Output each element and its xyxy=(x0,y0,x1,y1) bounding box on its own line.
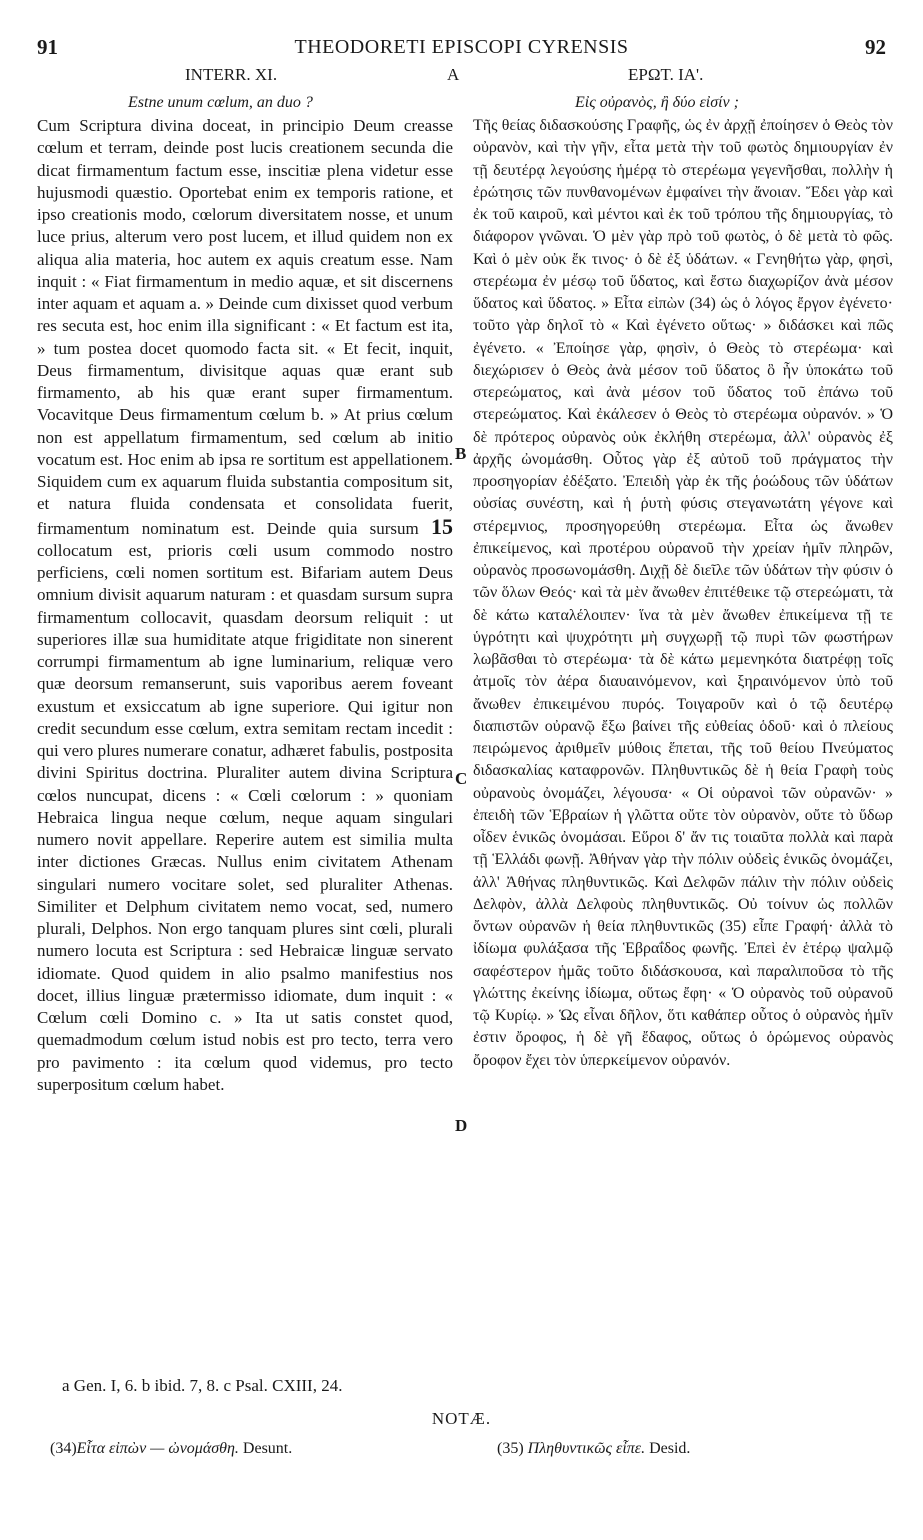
note-35-number: (35) xyxy=(497,1440,528,1457)
latin-text-part2: collocatum est, prioris cœli usum commodo nostro perficiens, cœli nomen sortitum est. Bifariam autem Deus omnium divisit aquarum naturam : et quasdam sursum supra firmamentum collocavit, quasdam deorsum reliquit : ut superiores illæ sua humiditate atque frigiditate non sinerent corrumpi firmamentum ab igne luminarium, reliquæ vero quæ deorsum remanserunt, suis vaporibus aerem foveant exustum et exsiccatum ab igne superiore. Qui igitur non credit secundum esse cœlum, extra semitam rectam incedit : qui vero plures numerare conatur, adhæret fabulis, postposita divini Spiritus doctrina. Pluraliter autem divina Scriptura cœlos nuncupat, dicens : « Cœli cœlorum : » quoniam Hebraica lingua neque cœlum, neque aquam singulari numero novit appellare. Reperire autem est similia multa inter dictiones Græcas. Nullus enim civitatem Athenam singulari numero vocitare solet, sed pluraliter Athenas. Similiter et Delphum civitatem nemo vocat, sed, numero plurali, Delphos. Non ergo tanquam plures sint cœli, plurali numero locuta est Scriptura : sed Hebraicæ linguæ servato idiomate. Quod quidem in alio psalmo manifestius nos docet, illius linguæ prætermisso idiomate, dum inquit : « Cœlum cœli Domino c. » Ita ut satis constet quod, quemadmodum cœlum istud nobis est pro tecto, terra vero pro pavimento : ita cœlum quod videmus, pro tecto superpositum cœlum habet. xyxy=(37,540,453,1094)
note-34-quote: Εἶτα εἰπὼν — ὠνομάσθη. xyxy=(76,1440,239,1457)
notes-heading: NOTÆ. xyxy=(431,1409,492,1428)
page-marker: 15 xyxy=(431,513,454,539)
page-number-left: 91 xyxy=(37,35,58,59)
greek-question-number: ΕΡΩΤ. ΙΑ'. xyxy=(628,65,704,84)
latin-column xyxy=(37,115,453,1096)
note-34-comment: Desunt. xyxy=(238,1440,293,1457)
margin-marker-c: C xyxy=(455,769,468,788)
latin-paragraph xyxy=(37,115,453,1096)
footnotes: a Gen. I, 6. b ibid. 7, 8. c Psal. CXIII, 24. xyxy=(62,1376,343,1395)
note-35-quote: Πληθυντικῶς εἶπε. xyxy=(527,1440,646,1457)
latin-text-part1: Cum Scriptura divina doceat, in principio Deum creasse cœlum et terram, deinde post lucis creationem secunda die dicat firmamentum factum esse, inscitiæ plena videtur esse hujusmodi quæstio. Oportebat enim ex temporis ratione, et ipso creationis modo, cœlorum diversitatem nosse, et unum luce prius, alterum vero post lucem, et illud quidem non ex aliqua alia materia, hoc autem ex aquis creatum esse. Nam inquit : « Fiat firmamentum in medio aquæ, et sit discernens inter aquam et aquam a. » Deinde cum dixisset quod verbum res secuta est, hoc enim illa significant : « Et factum est ita, » tum postea docet quomodo facta sit. « Et fecit, inquit, Deus firmamentum, divisitque aquas quæ erant sub firmamento, ab his quæ erant super firmamentum. Vocavitque Deus firmamentum cœlum b. » At prius cœlum non est appellatum firmamentum, sed cœlum ab initio vocatum est. Hoc enim ab ipsa re sortitum est appellationem. Siquidem cum ex aquarum fluida substantia compositum sit, et natura fluida condensata et consolidata fuerit, firmamentum nominatum est. Deinde quia sursum xyxy=(37,116,453,538)
note-34 xyxy=(50,1440,292,1458)
note-35 xyxy=(497,1440,690,1458)
page-number-right: 92 xyxy=(865,35,886,59)
latin-question-title: Estne unum cœlum, an duo ? xyxy=(128,94,313,111)
note-34-number: (34) xyxy=(50,1440,77,1457)
note-35-comment: Desid. xyxy=(645,1440,691,1457)
running-title: THEODORETI EPISCOPI CYRENSIS xyxy=(294,36,629,58)
greek-paragraph: Τῆς θείας διδασκούσης Γραφῆς, ὡς ἐν ἀρχῇ ἐποίησεν ὁ Θεὸς τὸν οὐρανὸν, καὶ τὴν γῆν, εἶτα μετὰ τὴν τοῦ φωτὸς δημιουργίαν ἐν τῇ δευτέρᾳ λεγούσης ἡμέρᾳ τὸ στερέωμα γεγενῆσθαι, πολλὴν ἡ ἐρώτησις τῶν πυνθανομένων ἐμφαίνει τὴν ἄνοιαν. Ἔδει γὰρ καὶ ἐκ τοῦ καιροῦ, καὶ μέντοι καὶ ἐκ τοῦ τρόπου τῆς δημιουργίας, τὸ διάφορον γνῶναι. Ὁ μὲν γὰρ πρὸ τοῦ φωτὸς, ὁ δὲ μετὰ τὸ φῶς. Καὶ ὁ μὲν οὐκ ἔκ τινος· ὁ δὲ ἐξ ὑδάτων. « Γενηθήτω γὰρ, φησὶ, στερέωμα ἐν μέσῳ τοῦ ὕδατος, καὶ ἔστω διαχωρίζον ἀνὰ μέσον ὕδατος καὶ ὕδατος. » Εἶτα εἰπὼν (34) ὡς ὁ λόγος ἔργον ἐγένετο· τοῦτο γὰρ δηλοῖ τὸ « Καὶ ἐγένετο οὕτως· » διδάσκει καὶ πῶς ἐγένετο. « Ἐποίησε γὰρ, φησὶν, ὁ Θεὸς τὸ στερέωμα· καὶ διεχώρισεν ὁ Θεὸς ἀνὰ μέσον τοῦ ὕδατος ὃ ἦν ὑποκάτω τοῦ στερεώματος, καὶ ἀνὰ μέσον τοῦ ὕδατος τοῦ ἐπάνω τοῦ στερεώματος. Καὶ ἐκάλεσεν ὁ Θεὸς τὸ στερέωμα οὐρανόν. » Ὁ δὲ πρότερος οὐρανὸς οὐκ ἐκλήθη στερέωμα, ἀλλ' οὐρανὸς ἐξ ἀρχῆς ὠνομάσθη. Οὗτος γὰρ ἐξ αὐτοῦ τοῦ πράγματος τὴν προσηγορίαν ἐδέξατο. Ἐπειδὴ γὰρ ἐκ τῆς ῥοώδους τῶν ὑδάτων οὐσίας συνέστη, καὶ ἡ ῥυτὴ φύσις στεγανωτάτη γέγονε καὶ στέρεμνιος, προσηγορεύθη στερέωμα. Εἶτα ὡς ἄνωθεν ἐπικείμενος, καὶ προτέρου οὐρανοῦ τὴν χρείαν ἡμῖν πληρῶν, οὐρανὸς προσωνομάσθη. Διχῇ δὲ διεῖλε τῶν ὑδάτων τὴν φύσιν ὁ τῶν ὅλων Θεός· καὶ τὰ μὲν ἄνωθεν ἐπιτέθεικε τῷ στερεώματι, τὰ δὲ κάτω καταλέλοιπεν· ἵνα τὰ μὲν ἄνωθεν ἐπικείμενα τῇ τε ὑγρότητι καὶ ψυχρότητι μὴ συγχωρῇ τῷ πυρὶ τῶν φωστήρων λωβᾶσθαι τὸ στερέωμα· τὰ δὲ κάτω μεμενηκότα διατρέφῃ τοῖς ἀτμοῖς τὸν ἀέρα διαυαινόμενον, καὶ ξηραινόμενον ὑπὸ τοῦ ἄνωθεν ἐπικειμένου πυρός. Τοιγαροῦν καὶ ὁ τῷ δευτέρῳ διαπιστῶν οὐρανῷ ἔξω βαίνει τῆς εὐθείας ὁδοῦ· καὶ ὁ πλείους πειρώμενος ἀριθμεῖν μύθοις ἕπεται, τῆς τοῦ θείου Πνεύματος διδασκαλίας καταφρονῶν. Πληθυντικῶς δὲ ἡ θεία Γραφὴ τοὺς οὐρανοὺς ὀνομάζει, λέγουσα· « Οἱ οὐρανοὶ τῶν οὐρανῶν· » ἐπειδὴ τῶν Ἑβραίων ἡ γλῶττα οὔτε τὸν οὐρανὸν, οὔτε τὸ ὕδωρ οἶδεν ἑνικῶς ὀνομάσαι. Εὕροι δ' ἄν τις τοιαῦτα πολλὰ καὶ παρὰ τῇ Ἑλλάδι φωνῇ. Ἀθήναν γὰρ τὴν πόλιν οὐδεὶς ἑνικῶς ὀνομάζει, ἀλλ' Ἀθήνας πληθυντικῶς. Καὶ Δελφῶν πάλιν τὴν πόλιν οὐδεὶς Δελφὸν, ἀλλὰ Δελφοὺς πληθυντικῶς. Οὐ τοίνυν ὡς πολλῶν ὄντων οὐρανῶν ἡ θεία πληθυντικῶς (35) εἶπε Γραφή· ἀλλὰ τὸ ἰδίωμα φυλάξασα τῆς Ἑβραΐδος φωνῆς. Ἐπεὶ ἐν ἑτέρῳ ψαλμῷ σαφέστερον ἡμᾶς τοῦτο διδάσκουσα, καὶ παραλιποῦσα τὸ τῆς γλώττης ἐκείνης ἰδίωμα, οὕτως ἔφη· « Ὁ οὐρανὸς τοῦ οὐρανοῦ τῷ Κυρίῳ. » Ὡς εἶναι δῆλον, ὅτι καθάπερ οὗτος ὁ οὐρανὸς ἡμῖν ἐστιν ὄροφος, ἡ δὲ γῆ ἔδαφος, οὕτως ὁ ὁρώμενος οὐρανὸς ὄροφον ἔχει τὸν ὑπερκείμενον οὐρανόν. xyxy=(473,117,893,1069)
greek-column xyxy=(473,115,893,1072)
margin-marker-a: A xyxy=(447,65,460,84)
margin-marker-b: B xyxy=(455,444,467,463)
greek-question-title: Εἰς οὐρανὸς, ἢ δύο εἰσίν ; xyxy=(575,94,739,111)
latin-question-number: INTERR. XI. xyxy=(185,65,278,84)
margin-marker-d: D xyxy=(455,1116,468,1135)
